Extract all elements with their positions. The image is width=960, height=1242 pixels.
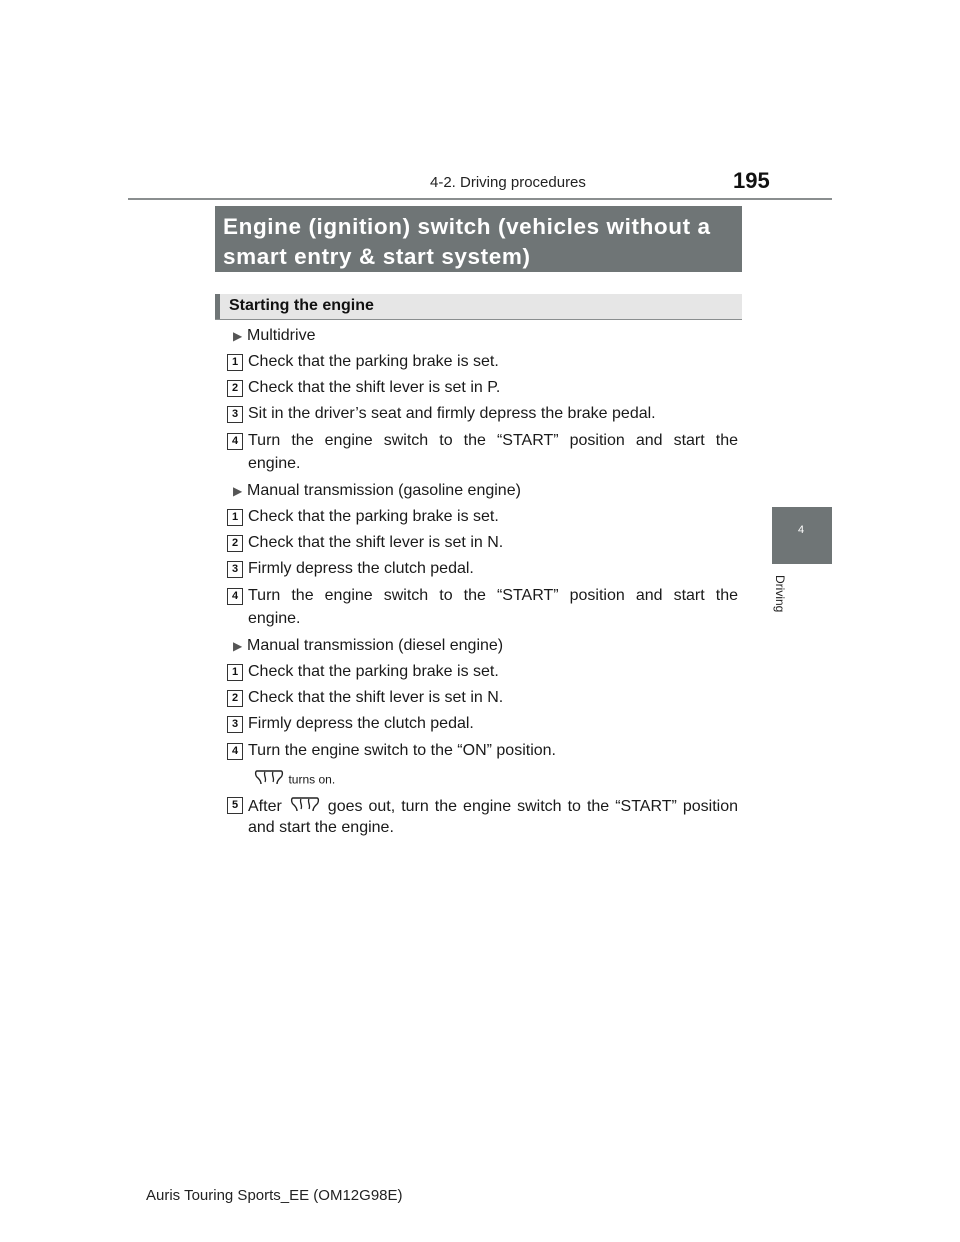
group-heading: ▶ Multidrive	[233, 327, 316, 344]
step-text: Check that the shift lever is set in P.	[248, 379, 501, 396]
indicator-note	[254, 768, 335, 791]
step-text-continued: engine.	[248, 610, 301, 627]
triangle-bullet-icon: ▶	[233, 639, 243, 653]
section-heading-bar	[215, 294, 742, 320]
step-text: Check that the parking brake is set.	[248, 353, 499, 370]
step-text: Check that the parking brake is set.	[248, 508, 499, 525]
step-number: 4	[227, 433, 243, 450]
page-number: 195	[733, 168, 770, 193]
step-number: 3	[227, 406, 243, 423]
step-number: 3	[227, 561, 243, 578]
step-number: 2	[227, 380, 243, 397]
page-title-box	[215, 206, 742, 272]
step-text-continued: and start the engine.	[248, 819, 394, 836]
step-text: Check that the shift lever is set in N.	[248, 689, 504, 706]
step-text: Turn the engine switch to the “START” position and start the	[248, 432, 738, 449]
step-number: 2	[227, 535, 243, 552]
step-text: After goes out, turn the engine switch to the “START” position	[248, 795, 738, 819]
step-text: Check that the shift lever is set in N.	[248, 534, 504, 551]
chapter-label: Driving	[773, 575, 787, 613]
chapter-tab	[772, 507, 832, 564]
step-number: 3	[227, 716, 243, 733]
step-number: 5	[227, 797, 243, 814]
step-number: 4	[227, 588, 243, 605]
step-number: 4	[227, 743, 243, 760]
step-text: Sit in the driver’s seat and firmly depress the brake pedal.	[248, 405, 656, 422]
chapter-number: 4	[798, 524, 805, 536]
step-number: 1	[227, 354, 243, 371]
glow-plug-indicator-icon	[254, 768, 284, 791]
group-heading: ▶ Manual transmission (diesel engine)	[233, 637, 504, 654]
step-text: Check that the parking brake is set.	[248, 663, 499, 680]
header-section-title: 4-2. Driving procedures	[430, 174, 586, 191]
step-text: Firmly depress the clutch pedal.	[248, 715, 474, 732]
page-title	[215, 206, 742, 272]
page-title-line-2: smart entry & start system)	[223, 244, 531, 269]
glow-plug-indicator-icon	[290, 795, 320, 819]
document-footer: Auris Touring Sports_EE (OM12G98E)	[146, 1187, 403, 1204]
step-text: Turn the engine switch to the “ON” position.	[248, 742, 556, 759]
indicator-note-text: turns on.	[288, 772, 336, 787]
triangle-bullet-icon: ▶	[233, 484, 243, 498]
step-number: 1	[227, 509, 243, 526]
step-number: 2	[227, 690, 243, 707]
step-text: Firmly depress the clutch pedal.	[248, 560, 474, 577]
page-title-line-1: Engine (ignition) switch (vehicles without a	[223, 214, 711, 239]
section-heading: Starting the engine	[229, 297, 374, 314]
section-heading-accent	[215, 294, 220, 319]
step-number: 1	[227, 664, 243, 681]
step-text: Turn the engine switch to the “START” position and start the	[248, 587, 738, 604]
group-heading: ▶ Manual transmission (gasoline engine)	[233, 482, 521, 499]
step-text-continued: engine.	[248, 455, 301, 472]
triangle-bullet-icon: ▶	[233, 329, 243, 343]
header-divider	[128, 198, 832, 200]
